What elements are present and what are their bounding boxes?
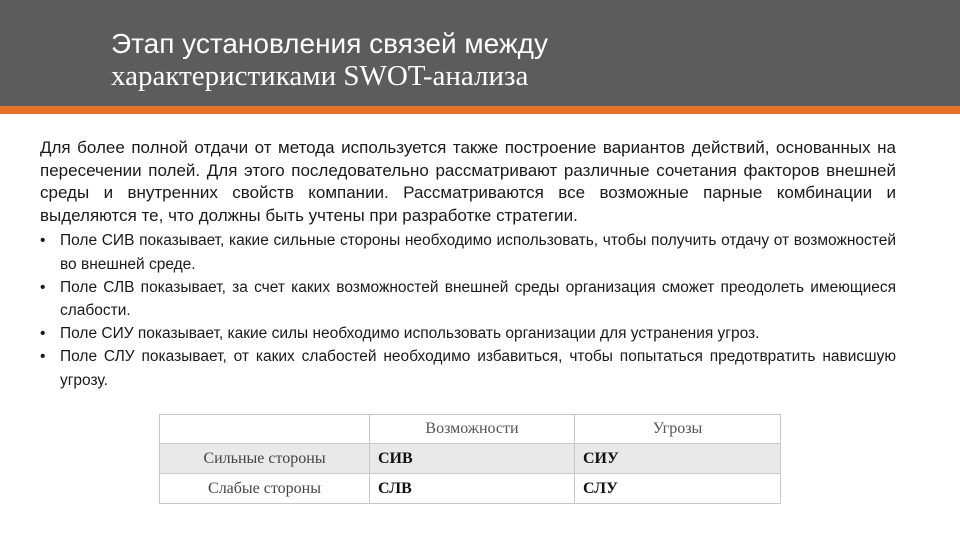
table-row-weaknesses <box>160 474 781 504</box>
bullet-icon: • <box>40 348 46 366</box>
column-header-opportunities: Возможности <box>370 415 575 444</box>
table-header-row <box>160 415 781 444</box>
bullet-icon: • <box>40 232 46 250</box>
cell-siu: СИУ <box>575 444 781 474</box>
bullet-item-siu <box>40 322 896 345</box>
slide-title <box>111 28 931 92</box>
intro-paragraph: Для более полной отдачи от метода используется также построение вариантов действий, основанных на пересечении полей. Для этого последовательно рассматривают различные сочетания факторов внешней среды и внутренних свойств компании. Рассматриваются все возможные парные комбинации и выделяются те, что должны быть учтены при разработке стратегии. <box>40 138 896 225</box>
slide-title-line-2: характеристиками SWOT-анализа <box>111 60 529 92</box>
bullet-icon: • <box>40 325 46 343</box>
header-accent-bar <box>0 106 960 114</box>
row-label-weaknesses: Слабые стороны <box>160 474 370 504</box>
row-label-strengths: Сильные стороны <box>160 444 370 474</box>
cell-siv: СИВ <box>370 444 575 474</box>
cell-slv: СЛВ <box>370 474 575 504</box>
table-corner-cell <box>160 415 370 444</box>
table-row-strengths <box>160 444 781 474</box>
slide-title-line-1: Этап установления связей между <box>111 28 548 59</box>
bullet-item-slv <box>40 276 896 322</box>
bullet-text: Поле СИВ показывает, какие сильные стороны необходимо использовать, чтобы получить отдачу от возможностей во внешней среде. <box>60 232 896 273</box>
bullet-text: Поле СЛУ показывает, от каких слабостей необходимо избавиться, чтобы попытаться предотвратить нависшую угрозу. <box>60 348 896 389</box>
swot-matrix-table <box>159 414 781 504</box>
bullet-item-siv <box>40 229 896 275</box>
column-header-threats: Угрозы <box>575 415 781 444</box>
slide-body <box>40 137 896 392</box>
cell-slu: СЛУ <box>575 474 781 504</box>
bullet-list <box>40 229 896 391</box>
bullet-item-slu <box>40 345 896 391</box>
bullet-icon: • <box>40 278 46 296</box>
bullet-text: Поле СЛВ показывает, за счет каких возможностей внешней среды организация сможет преодолеть имеющиеся слабости. <box>60 278 896 319</box>
bullet-text: Поле СИУ показывает, какие силы необходимо использовать организации для устранения угроз. <box>60 325 760 343</box>
